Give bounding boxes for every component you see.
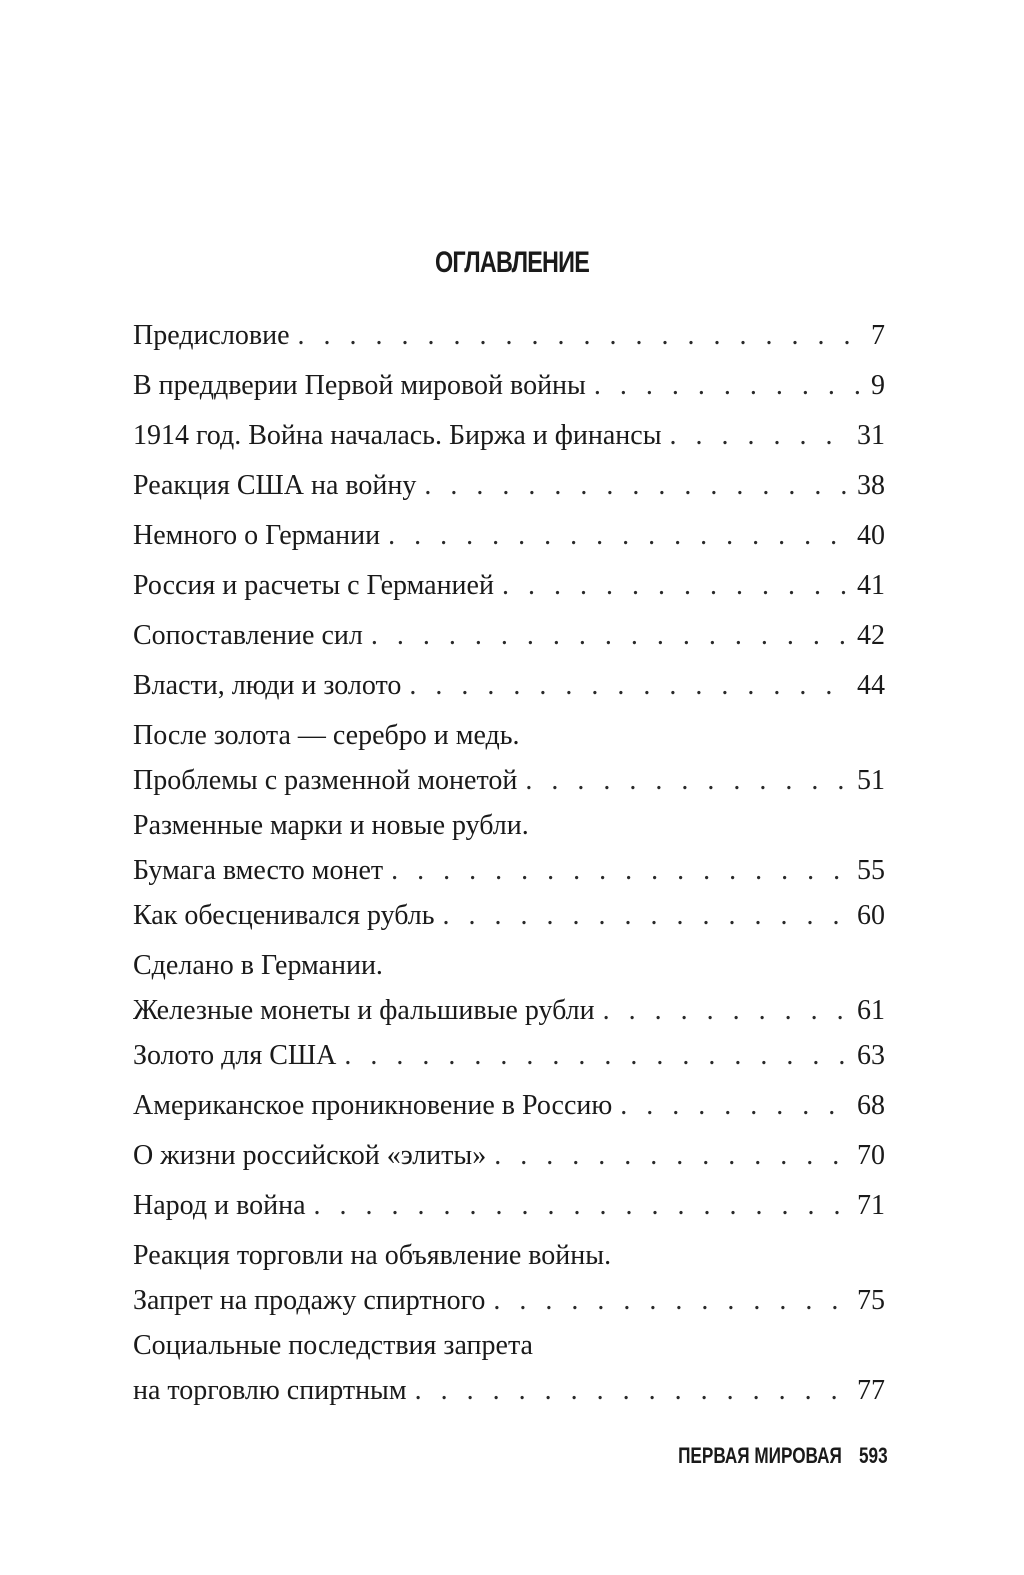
table-of-contents [133,313,885,1413]
dot-leader [424,463,851,508]
toc-entry-page: 7 [871,320,885,351]
toc-entry[interactable] [133,1183,885,1233]
toc-entry-title: Золото для США [133,1040,337,1071]
toc-entry-title-line1: После золота — серебро и медь. [133,720,520,751]
toc-entry-title: В преддверии Первой мировой войны [133,370,586,401]
dot-leader [391,848,851,893]
toc-entry[interactable] [133,713,885,803]
dot-leader [415,1368,851,1413]
dot-leader [620,1083,851,1128]
toc-entry-title-line2: на торговлю спиртным [133,1375,407,1406]
toc-entry[interactable] [133,1133,885,1183]
dot-leader [525,758,851,803]
toc-entry-title: Предисловие [133,320,290,351]
dot-leader [494,1133,851,1178]
toc-entry-title: Народ и война [133,1190,306,1221]
toc-entry-page: 40 [857,520,885,551]
toc-entry-title-line1: Разменные марки и новые рубли. [133,810,529,841]
toc-entry-title: 1914 год. Война началась. Биржа и финансы [133,420,662,451]
dot-leader [603,988,851,1033]
dot-leader [594,363,865,408]
toc-entry[interactable] [133,463,885,513]
toc-entry[interactable] [133,943,885,1033]
toc-entry-title: Американское проникновение в Россию [133,1090,613,1121]
dot-leader [493,1278,851,1323]
toc-entry-title-line1: Сделано в Германии. [133,950,383,981]
toc-entry-page: 70 [857,1140,885,1171]
toc-entry-page: 9 [871,370,885,401]
toc-entry-page: 38 [857,470,885,501]
toc-entry[interactable] [133,313,885,363]
toc-entry[interactable] [133,1033,885,1083]
toc-entry-title: Сопоставление сил [133,620,363,651]
toc-entry[interactable] [133,613,885,663]
toc-entry-page: 41 [857,570,885,601]
dot-leader [670,413,851,458]
toc-entry-title: Реакция США на войну [133,470,417,501]
toc-entry-page: 61 [857,995,885,1026]
toc-entry[interactable] [133,803,885,893]
toc-entry-page: 75 [857,1285,885,1316]
toc-entry-page: 44 [857,670,885,701]
toc-entry-title: Россия и расчеты с Германией [133,570,494,601]
toc-entry-page: 31 [857,420,885,451]
toc-entry-title: Власти, люди и золото [133,670,402,701]
toc-entry[interactable] [133,1233,885,1323]
toc-entry-title: Как обесценивался рубль [133,900,435,931]
toc-entry-page: 60 [857,900,885,931]
toc-entry-page: 51 [857,765,885,796]
dot-leader [314,1183,852,1228]
toc-entry[interactable] [133,413,885,463]
running-title: ПЕРВАЯ МИРОВАЯ [678,1443,843,1468]
toc-entry-title-line2: Бумага вместо монет [133,855,384,886]
toc-entry-title-line2: Проблемы с разменной монетой [133,765,518,796]
dot-leader [443,893,851,938]
dot-leader [298,313,865,358]
toc-entry[interactable] [133,893,885,943]
toc-entry-page: 68 [857,1090,885,1121]
toc-entry[interactable] [133,563,885,613]
toc-entry-page: 63 [857,1040,885,1071]
toc-entry[interactable] [133,663,885,713]
page-number: 593 [859,1443,888,1468]
toc-entry-title-line1: Реакция торговли на объявление войны. [133,1240,612,1271]
dot-leader [502,563,851,608]
toc-entry-title-line2: Запрет на продажу спиртного [133,1285,486,1316]
toc-entry-title-line2: Железные монеты и фальшивые рубли [133,995,595,1026]
dot-leader [409,663,851,708]
toc-entry[interactable] [133,513,885,563]
toc-entry-page: 42 [857,620,885,651]
page-title: ОГЛАВЛЕНИЕ [434,246,590,279]
dot-leader [371,613,851,658]
page-footer [678,1443,888,1469]
dot-leader [344,1033,851,1078]
toc-entry[interactable] [133,363,885,413]
toc-entry-page: 55 [857,855,885,886]
toc-entry-title-line1: Социальные последствия запрета [133,1330,533,1361]
toc-entry-page: 71 [857,1190,885,1221]
toc-entry-page: 77 [857,1375,885,1406]
toc-entry-title: Немного о Германии [133,520,381,551]
toc-entry[interactable] [133,1083,885,1133]
toc-entry[interactable] [133,1323,885,1413]
dot-leader [388,513,851,558]
toc-entry-title: О жизни российской «элиты» [133,1140,487,1171]
